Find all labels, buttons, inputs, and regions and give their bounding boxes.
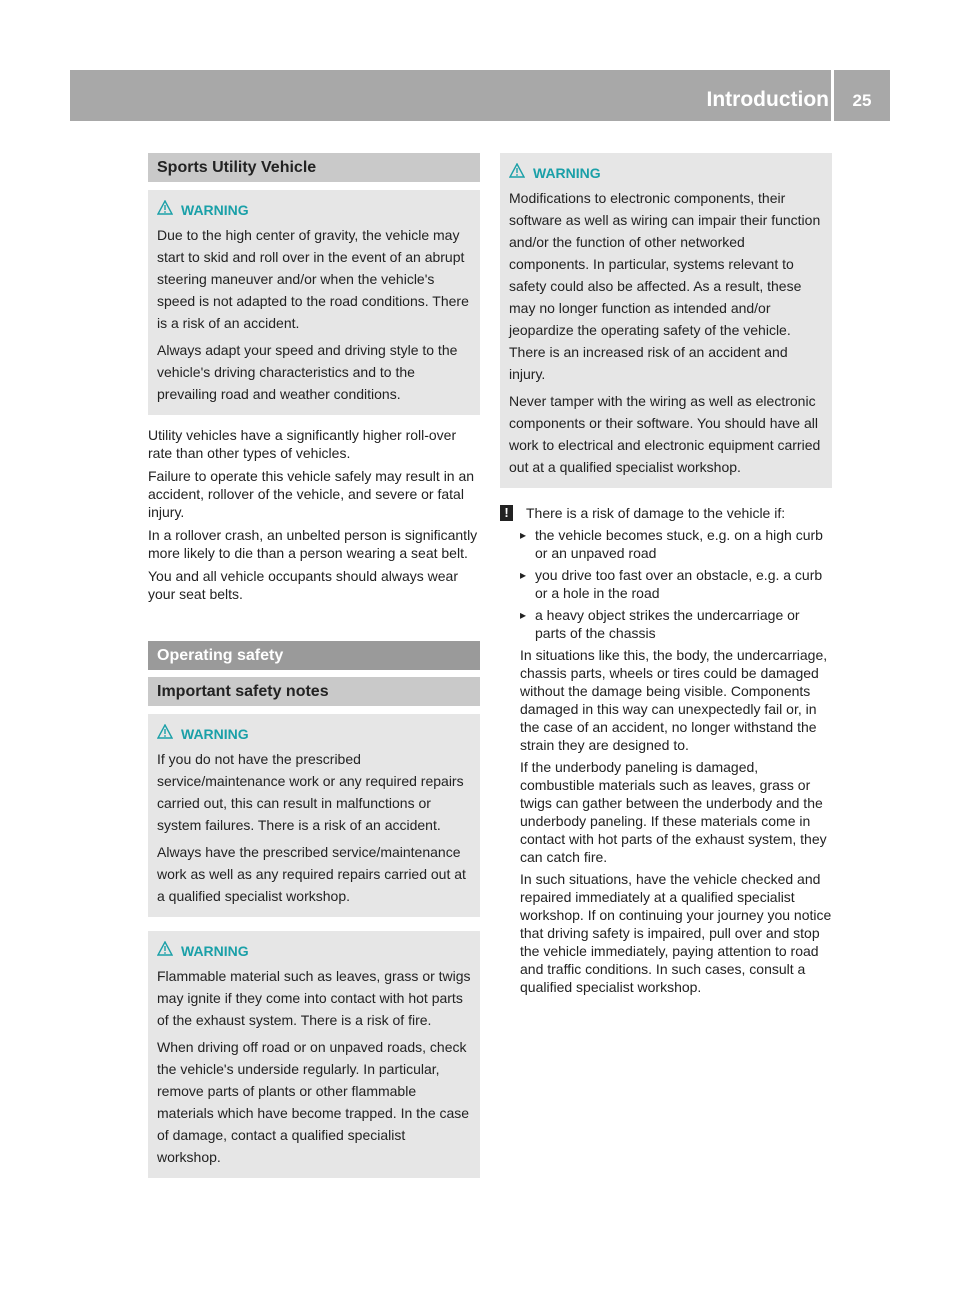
body-paragraph: In a rollover crash, an unbelted person is significantly more likely to die than a person wearing a seat belt.: [148, 527, 478, 561]
body-paragraph: You and all vehicle occupants should always wear your seat belts.: [148, 568, 459, 602]
exclamation-icon: !: [500, 505, 513, 521]
section-heading-suv: Sports Utility Vehicle: [148, 153, 480, 182]
warning-text: Never tamper with the wiring as well as electronic components or their software. You should have all work to electrical and electronic equipment carried out at a qualified specialist workshop.: [509, 393, 821, 475]
body-paragraph: Failure to operate this vehicle safely may result in an accident, rollover of the vehicle, and severe or fatal injury.: [148, 468, 475, 520]
notice-bullet-list: [520, 526, 832, 642]
warning-triangle-icon: [157, 723, 181, 745]
warning-box-service: [148, 714, 480, 917]
body-paragraph: Utility vehicles have a significantly higher roll-over rate than other types of vehicles.: [148, 427, 457, 461]
warning-text: Due to the high center of gravity, the vehicle may start to skid and roll over in the event of an abrupt steering maneuver and/or when the vehicle's speed is not adapted to the road conditions. There is a risk of an accident.: [157, 227, 469, 331]
warning-text: Modifications to electronic components, their software as well as wiring can impair their function and/or the function of other networked components. In particular, systems relevant to safety could also be affected. As a result, these may no longer function as intended and/or jeopardize the operating safety of the vehicle. There is an increased risk of an accident and injury.: [509, 190, 821, 382]
left-column: [148, 153, 480, 1178]
notice-damage: [500, 504, 832, 996]
warning-label: WARNING: [533, 165, 601, 181]
warning-label: WARNING: [181, 943, 249, 959]
warning-text: Always have the prescribed service/maintenance work as well as any required repairs carried out at a qualified specialist workshop.: [157, 844, 466, 904]
warning-text: Always adapt your speed and driving style to the vehicle's driving characteristics and to the prevailing road and weather conditions.: [157, 342, 458, 402]
warning-text: When driving off road or on unpaved roads, check the vehicle's underside regularly. In particular, remove parts of plants or other flammable materials which have become trapped. In the case of damage, contact a qualified specialist workshop.: [157, 1039, 470, 1165]
warning-title: [157, 200, 472, 220]
list-item: ▸ a heavy object strikes the undercarriage or parts of the chassis: [520, 606, 832, 642]
page-number: 25: [852, 91, 872, 110]
warning-box-electronics: [500, 153, 832, 488]
notice-paragraph: In such situations, have the vehicle checked and repaired immediately at a qualified specialist workshop. If on continuing your journey you notice that driving safety is impaired, pull over and stop the vehicle immediately, paying attention to road and traffic conditions. In such cases, consult a qualified specialist workshop.: [520, 871, 832, 995]
notice-paragraph: If the underbody paneling is damaged, combustible materials such as leaves, grass or twigs can gather between the underbody and the underbody paneling. If these materials come in contact with hot parts of the exhaust system, they can catch fire.: [520, 759, 827, 865]
warning-triangle-icon: [509, 162, 533, 184]
warning-triangle-icon: [157, 199, 181, 221]
warning-box-fire: [148, 931, 480, 1178]
notice-paragraph: In situations like this, the body, the undercarriage, chassis parts, wheels or tires could be damaged without the damage being visible. Components damaged in this way can unexpectedly fail or, in the case of an accident, no longer withstand the strain they are designed to.: [520, 647, 828, 753]
warning-text: Flammable material such as leaves, grass or twigs may ignite if they come into contact with hot parts of the exhaust system. There is a risk of fire.: [157, 968, 471, 1028]
list-item: ▸ the vehicle becomes stuck, e.g. on a high curb or an unpaved road: [520, 526, 832, 562]
notice-body: [520, 646, 832, 996]
list-item: ▸ you drive too fast over an obstacle, e.g. a curb or a hole in the road: [520, 566, 832, 602]
warning-label: WARNING: [181, 726, 249, 742]
page-title: Introduction: [706, 88, 829, 111]
section-heading-important-safety-notes: Important safety notes: [148, 677, 480, 706]
warning-title: [157, 941, 472, 961]
warning-triangle-icon: [157, 940, 181, 962]
section-heading-operating-safety: Operating safety: [148, 641, 480, 670]
warning-label: WARNING: [181, 202, 249, 218]
warning-box-rollover: [148, 190, 480, 415]
right-column: [500, 153, 832, 1000]
warning-title: [509, 163, 824, 183]
notice-intro: There is a risk of damage to the vehicle if:: [526, 505, 786, 521]
warning-title: [157, 724, 472, 744]
warning-text: If you do not have the prescribed service/maintenance work or any required repairs carried out, this can result in malfunctions or system failures. There is a risk of an accident.: [157, 751, 464, 833]
notice-intro-line: [500, 504, 832, 522]
